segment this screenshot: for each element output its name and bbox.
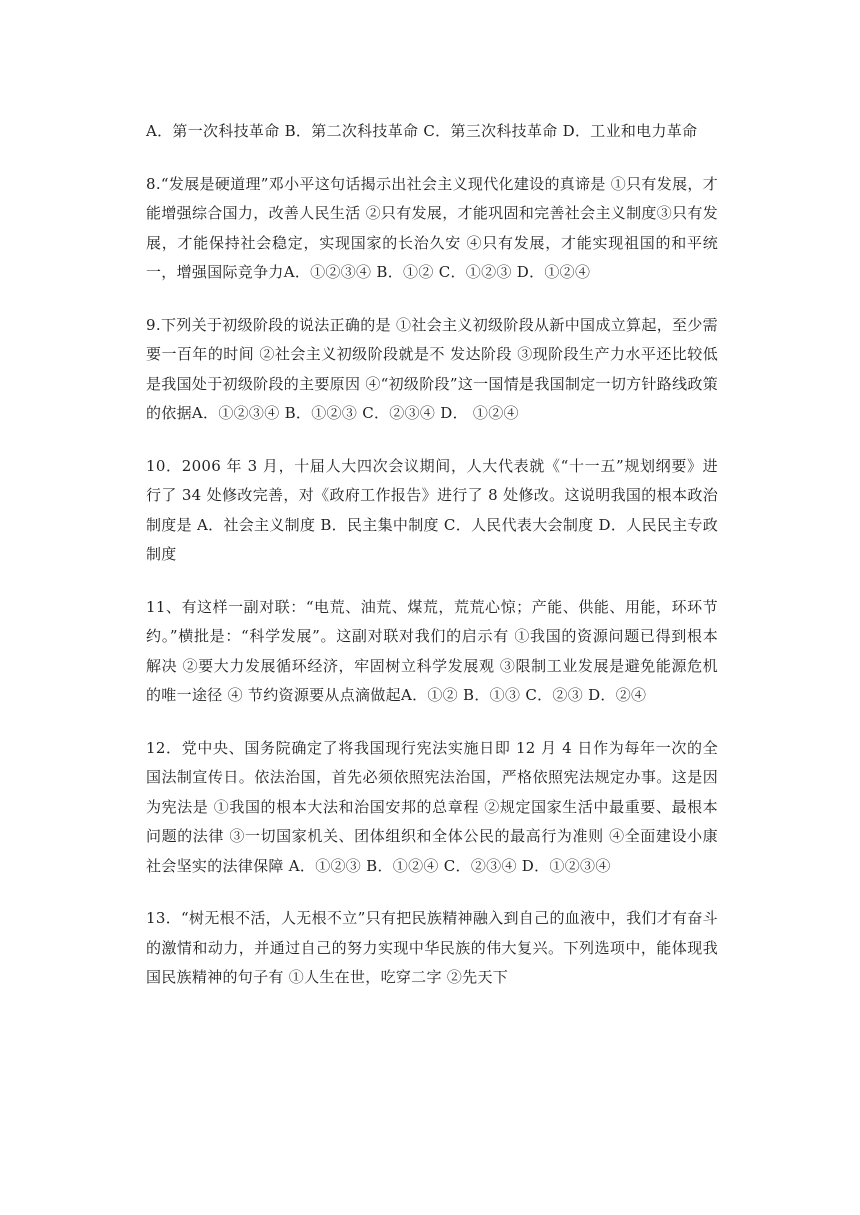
question-11: 11、有这样一副对联：“电荒、油荒、煤荒，荒荒心惊；产能、供能、用能，环环节约。”横批是：“科学发展”。这副对联对我们的启示有 ①我国的资源问题已得到根本解决 ②要大力发展循环经济，牢固树立科学发展观 ③限制工业发展是避免能源危机的唯一途径 ④ 节约资源要从点滴做起A．①② B．①③ C．②③ D．②④ xyxy=(146,597,718,704)
question-8: 8.“发展是硬道理”邓小平这句话揭示出社会主义现代化建设的真谛是 ①只有发展，才能增强综合国力，改善人民生活 ②只有发展，才能巩固和完善社会主义制度③只有发展，才能保持社会稳定，实现国家的长治久安 ④只有发展，才能实现祖国的和平统一，增强国际竞争力A．①②③④ B．①② C．①②③ D．①②④ xyxy=(146,174,718,281)
document-body xyxy=(146,117,718,1016)
question-13: 13．“树无根不活，人无根不立”只有把民族精神融入到自己的血液中，我们才有奋斗的激情和动力，并通过自己的努力实现中华民族的伟大复兴。下列选项中，能体现我国民族精神的句子有 ①人生在世，吃穿二字 ②先天下 xyxy=(146,909,718,986)
question-9: 9.下列关于初级阶段的说法正确的是 ①社会主义初级阶段从新中国成立算起，至少需要一百年的时间 ②社会主义初级阶段就是不 发达阶段 ③现阶段生产力水平还比较低是我国处于初级阶段的主要原因 ④“初级阶段”这一国情是我国制定一切方针路线政策的依据A．①②③④ B．①②③ C．②③④ D． ①②④ xyxy=(146,315,718,422)
question-12: 12．党中央、国务院确定了将我国现行宪法实施日即 12 月 4 日作为每年一次的全国法制宣传日。依法治国，首先必须依照宪法治国，严格依照宪法规定办事。这是因为宪法是 ①我国的根本大法和治国安邦的总章程 ②规定国家生活中最重要、最根本问题的法律 ③一切国家机关、团体组织和全体公民的最高行为准则 ④全面建设小康社会坚实的法律保障 A．①②③ B．①②④ C．②③④ D．①②③④ xyxy=(146,738,718,875)
question-10: 10．2006 年 3 月，十届人大四次会议期间，人大代表就《“十一五”规划纲要》进行了 34 处修改完善，对《政府工作报告》进行了 8 处修改。这说明我国的根本政治制度是 A．社会主义制度 B．民主集中制度 C．人民代表大会制度 D．人民民主专政制度 xyxy=(146,456,718,563)
question-7-options: A．第一次科技革命 B．第二次科技革命 C．第三次科技革命 D．工业和电力革命 xyxy=(146,122,698,140)
